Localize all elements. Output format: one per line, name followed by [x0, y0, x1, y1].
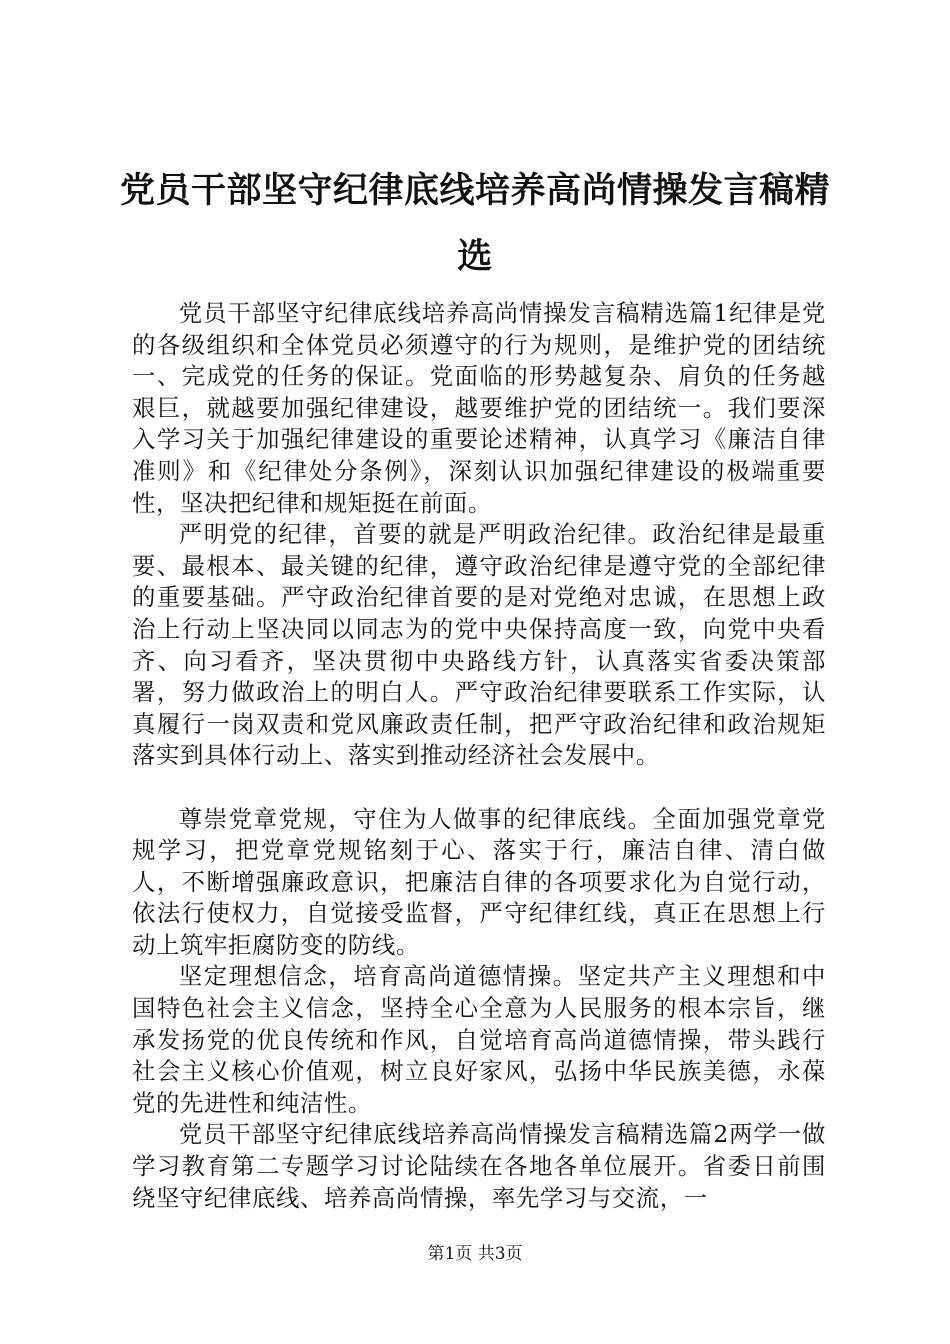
- page-number-footer: 第1页 共3页: [427, 1244, 523, 1264]
- body-paragraph: 党员干部坚守纪律底线培养高尚情操发言稿精选篇1纪律是党的各级组织和全体党员必须遵守的行为规则，是维护党的团结统一、完成党的任务的保证。党面临的形势越复杂、肩负的任务越艰巨，就越要加强纪律建设，越要维护党的团结统一。我们要深入学习关于加强纪律建设的重要论述精神，认真学习《廉洁自律准则》和《纪律处分条例》，深刻认识加强纪律建设的极端重要性，坚决把纪律和规矩挺在前面。: [132, 299, 826, 517]
- body-paragraph: 党员干部坚守纪律底线培养高尚情操发言稿精选篇2两学一做学习教育第二专题学习讨论陆续在各地各单位展开。省委日前围绕坚守纪律底线、培养高尚情操，率先学习与交流，一: [132, 1120, 826, 1212]
- body-paragraph: 严明党的纪律，首要的就是严明政治纪律。政治纪律是最重要、最根本、最关键的纪律，遵守政治纪律是遵守党的全部纪律的重要基础。严守政治纪律首要的是对党绝对忠诚，在思想上政治上行动上坚决同以同志为的党中央保持高度一致，向党中央看齐、向习看齐，坚决贯彻中央路线方针，认真落实省委决策部署，努力做政治上的明白人。严守政治纪律要联系工作实际，认真履行一岗双责和党风廉政责任制，把严守政治纪律和政治规矩落实到具体行动上、落实到推动经济社会发展中。: [132, 520, 826, 770]
- document-title: 党员干部坚守纪律底线培养高尚情操发言稿精选: [119, 171, 830, 277]
- body-paragraph: 坚定理想信念，培育高尚道德情操。坚定共产主义理想和中国特色社会主义信念，坚持全心全意为人民服务的根本宗旨，继承发扬党的优良传统和作风，自觉培育高尚道德情操，带头践行社会主义核心价值观，树立良好家风，弘扬中华民族美德，永葆党的先进性和纯洁性。: [132, 962, 826, 1117]
- document-body: [132, 298, 826, 1214]
- body-paragraph: 尊崇党章党规，守住为人做事的纪律底线。全面加强党章党规学习，把党章党规铭刻于心、落实于行，廉洁自律、清白做人，不断增强廉政意识，把廉洁自律的各项要求化为自觉行动，依法行使权力，自觉接受监督，严守纪律红线，真正在思想上行动上筑牢拒腐防变的防线。: [132, 804, 826, 959]
